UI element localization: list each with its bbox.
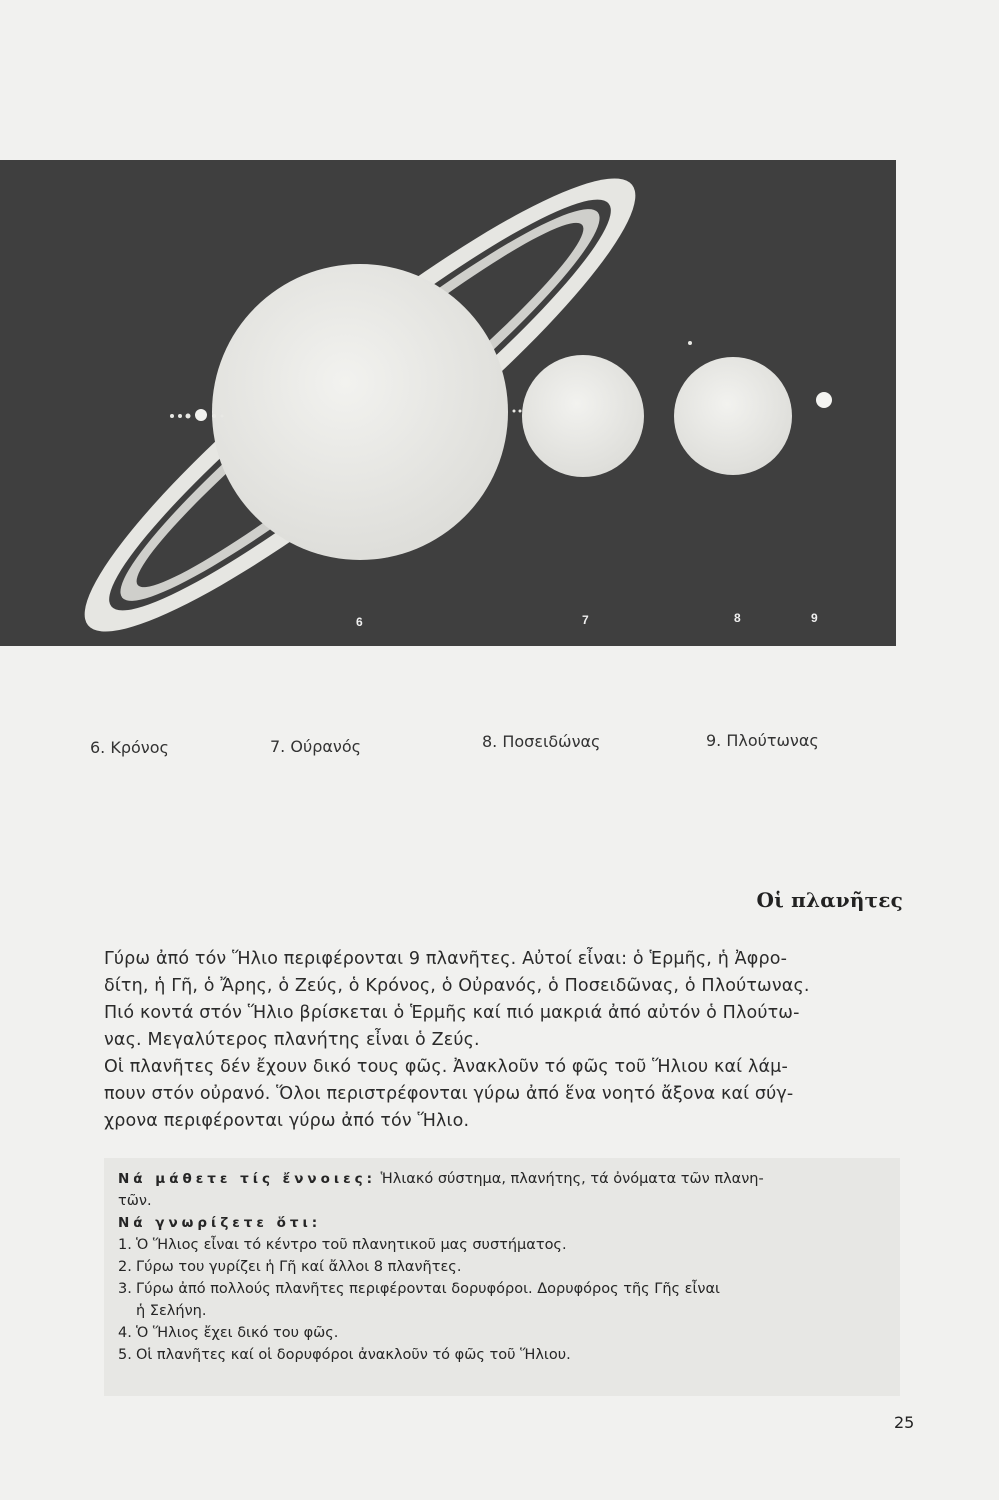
uranus-globe bbox=[522, 355, 644, 477]
paragraph-3-line-2: πουν στόν οὐρανό. Ὅλοι περιστρέφονται γύρω ἀπό ἕνα νοητό ἄξονα καί σύγ- bbox=[104, 1084, 794, 1104]
list-item-number: 4. bbox=[118, 1325, 132, 1341]
body-text bbox=[104, 946, 908, 1135]
paragraph-1-line-2: δίτη, ἡ Γῆ, ὁ Ἄρης, ὁ Ζεύς, ὁ Κρόνος, ὁ Οὐρανός, ὁ Ποσειδῶνας, ὁ Πλούτωνας. bbox=[104, 976, 810, 996]
paragraph-3-line-3: χρονα περιφέρονται γύρω ἀπό τόν Ἥλιο. bbox=[104, 1111, 470, 1131]
caption-saturn: 6. Κρόνος bbox=[90, 738, 169, 757]
planets-svg bbox=[0, 160, 896, 646]
list-item bbox=[118, 1344, 892, 1366]
caption-uranus: 7. Ούρανός bbox=[270, 737, 362, 756]
list-item-text: Ὁ Ἥλιος εἶναι τό κέντρο τοῦ πλανητικοῦ μας συστήματος. bbox=[136, 1237, 567, 1253]
list-item-number: 3. bbox=[118, 1281, 132, 1297]
list-item bbox=[118, 1256, 892, 1278]
paragraph-3-line-1: Οἱ πλανῆτες δέν ἔχουν δικό τους φῶς. Ἀνακλοῦν τό φῶς τοῦ Ἥλιου καί λάμ- bbox=[104, 1057, 788, 1077]
paragraph-2-line-1: Πιό κοντά στόν Ἥλιο βρίσκεται ὁ Ἑρμῆς καί πιό μακριά ἀπό αὐτόν ὁ Πλούτω- bbox=[104, 1003, 800, 1023]
concepts-line bbox=[118, 1168, 892, 1190]
list-item-number: 2. bbox=[118, 1259, 132, 1275]
section-title: Οἱ πλανῆτες bbox=[756, 888, 903, 912]
list-item-text: Ὁ Ἥλιος ἔχει δικό του φῶς. bbox=[136, 1325, 339, 1341]
figure-number-7: 7 bbox=[582, 613, 589, 627]
caption-pluto: 9. Πλούτωνας bbox=[706, 731, 819, 750]
list-item-text: Γύρω του γυρίζει ἡ Γῆ καί ἄλλοι 8 πλανῆτες. bbox=[136, 1259, 462, 1275]
pluto-globe bbox=[816, 392, 832, 408]
page-number: 25 bbox=[894, 1413, 915, 1432]
list-item-text: Γύρω ἀπό πολλούς πλανῆτες περιφέρονται δορυφόροι. Δορυφόρος τῆς Γῆς εἶναι bbox=[136, 1281, 720, 1297]
concepts-text: Ἡλιακό σύστημα, πλανήτης, τά ὀνόματα τῶν πλανη- bbox=[380, 1171, 764, 1187]
concepts-text-continued: τῶν. bbox=[118, 1193, 152, 1209]
figure-number-9: 9 bbox=[811, 611, 818, 625]
list-item bbox=[118, 1278, 892, 1300]
figure-captions bbox=[0, 728, 999, 764]
saturn-globe bbox=[212, 264, 508, 560]
concepts-label: Νά μάθετε τίς ἔννοιες: bbox=[118, 1171, 377, 1187]
know-that-label: Νά γνωρίζετε ὅτι: bbox=[118, 1215, 322, 1231]
figure-number-6: 6 bbox=[356, 615, 363, 629]
planets-illustration bbox=[0, 160, 896, 646]
list-item bbox=[118, 1234, 892, 1256]
list-item-number: 1. bbox=[118, 1237, 132, 1253]
list-item-number: 5. bbox=[118, 1347, 132, 1363]
figure-number-8: 8 bbox=[734, 611, 741, 625]
list-item bbox=[118, 1322, 892, 1344]
list-item-text: Οἱ πλανῆτες καί οἱ δορυφόροι ἀνακλοῦν τό φῶς τοῦ Ἥλιου. bbox=[136, 1347, 571, 1363]
caption-neptune: 8. Ποσειδώνας bbox=[482, 732, 601, 751]
paragraph-2-line-2: νας. Μεγαλύτερος πλανήτης εἶναι ὁ Ζεύς. bbox=[104, 1030, 480, 1050]
list-item-continued: ἡ Σελήνη. bbox=[136, 1303, 207, 1319]
paragraph-1-line-1: Γύρω ἀπό τόν Ἥλιο περιφέρονται 9 πλανῆτες. Αὐτοί εἶναι: ὁ Ἑρμῆς, ἡ Ἀφρο- bbox=[104, 949, 788, 969]
neptune-globe bbox=[674, 357, 792, 475]
learning-summary-box bbox=[104, 1158, 900, 1396]
